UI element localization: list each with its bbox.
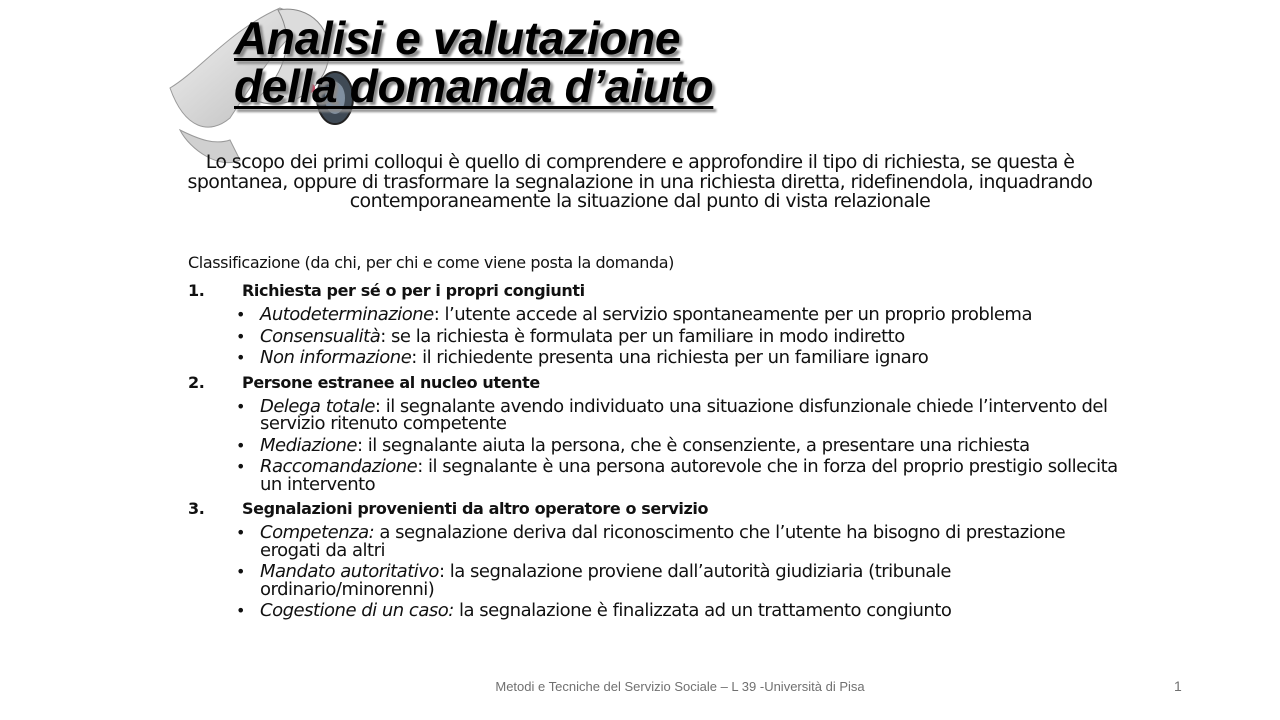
item-text: la segnalazione è finalizzata ad un trattamento congiunto (453, 600, 952, 621)
section-items (188, 524, 1128, 620)
item-term: Cogestione di un caso: (260, 600, 454, 621)
item-text: a segnalazione deriva dal riconoscimento che l’utente ha bisogno di prestazione erogati da altri (260, 522, 1066, 561)
item-text: : l’utente accede al servizio spontaneamente per un proprio problema (433, 304, 1032, 325)
intro-paragraph: Lo scopo dei primi colloqui è quello di comprendere e approfondire il tipo di richiesta, se questa è spontanea, oppure di trasformare la segnalazione in una richiesta diretta, ridefinendola, inquadrando contemporaneamente la situazione dal punto di vista relazionale (187, 151, 1093, 212)
item-text: : il richiedente presenta una richiesta per un familiare ignaro (411, 347, 929, 368)
section-items (188, 306, 1128, 367)
section-1 (188, 280, 1128, 367)
slide-title-line-2: della domanda d’aiuto (234, 60, 714, 112)
section-number: 1. (188, 281, 205, 300)
section-3 (188, 498, 1128, 620)
list-item (234, 434, 1128, 456)
bullet: • (236, 326, 245, 346)
list-item (234, 524, 1128, 559)
section-number: 3. (188, 499, 205, 518)
page-number: 1 (1174, 678, 1182, 694)
bullet: • (236, 305, 245, 324)
bullet: • (236, 348, 245, 367)
item-text: : il segnalante aiuta la persona, che è consenziente, a presentare una richiesta (357, 434, 1030, 456)
bullet: • (236, 601, 245, 620)
bullet: • (236, 457, 245, 476)
item-term: Mediazione (260, 434, 358, 456)
item-term: Delega totale (260, 395, 375, 417)
list-item (234, 563, 1128, 598)
slide-body (188, 252, 1128, 625)
section-number: 2. (188, 372, 205, 392)
list-item (234, 306, 1128, 324)
section-heading (188, 372, 1128, 394)
bullet: • (236, 396, 245, 416)
list-item (234, 458, 1128, 493)
item-term: Competenza: (260, 522, 375, 543)
list-item (234, 395, 1128, 434)
list-item (234, 349, 1128, 367)
section-title: Segnalazioni provenienti da altro operatore o servizio (242, 499, 709, 518)
item-term: Mandato autoritativo (260, 561, 439, 582)
section-heading (188, 280, 1128, 302)
item-text: : se la richiesta è formulata per un familiare in modo indiretto (380, 325, 905, 347)
bullet: • (236, 562, 245, 581)
section-items (188, 395, 1128, 495)
slide-title (234, 14, 713, 110)
list-item (234, 602, 1128, 620)
item-term: Consensualità (260, 325, 381, 347)
item-term: Raccomandazione (260, 456, 418, 477)
item-text: : il segnalante è una persona autorevole che in forza del proprio prestigio sollecita un intervento (260, 456, 1118, 495)
bullet: • (236, 523, 245, 542)
classification-heading: Classificazione (da chi, per chi e come viene posta la domanda) (188, 253, 675, 272)
item-term: Non informazione (260, 347, 412, 368)
section-title: Richiesta per sé o per i propri congiunti (242, 281, 585, 300)
section-2 (188, 372, 1128, 494)
list-item (234, 325, 1128, 347)
section-heading (188, 498, 1128, 520)
bullet: • (236, 435, 245, 455)
section-title: Persone estranee al nucleo utente (242, 372, 540, 392)
slide-title-line-1: Analisi e valutazione (234, 12, 681, 64)
slide-footer: Metodi e Tecniche del Servizio Sociale – L 39 -Università di Pisa (495, 679, 865, 694)
item-term: Autodeterminazione (260, 304, 434, 325)
item-text: : il segnalante avendo individuato una situazione disfunzionale chiede l’intervento del servizio ritenuto competente (260, 395, 1108, 434)
item-text: : la segnalazione proviene dall’autorità giudiziaria (tribunale ordinario/minorenni) (260, 561, 952, 600)
